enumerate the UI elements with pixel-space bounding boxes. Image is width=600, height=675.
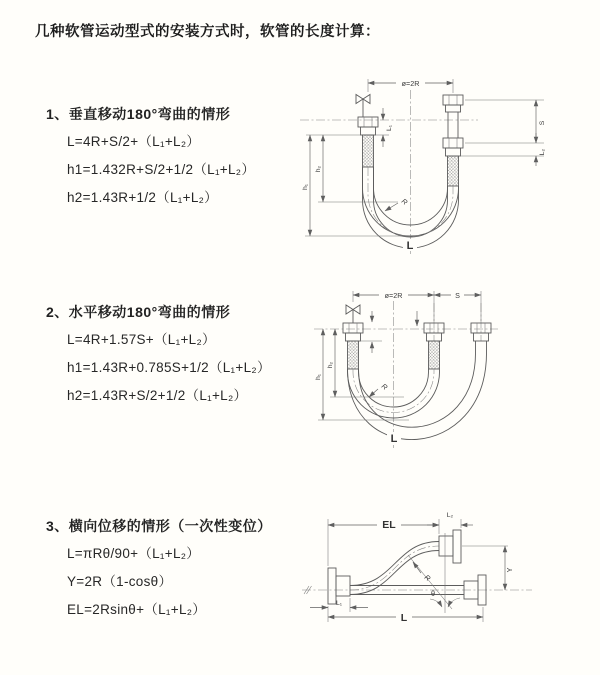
centerlines [302,546,532,594]
formula-line: h2=1.43R+1/2（L₁+L₂） [67,190,218,205]
radius-label: R [399,196,410,207]
diagram-horizontal-move-180 [312,283,566,455]
centerlines [314,301,498,448]
upper-flange [439,530,461,563]
formula-line: L=πRθ/90+（L₁+L₂） [67,546,201,561]
middle-leg-fitting [424,323,444,369]
right-leg-fitting [443,95,463,186]
section-2-heading: 2、水平移动180°弯曲的情形 [46,304,231,320]
dim-label-h1: h₁ [315,373,322,381]
dim-label-y: Y [505,567,514,573]
left-flange [328,568,350,604]
length-label: L [390,433,398,445]
dim-label-s: S [539,120,546,126]
formula-line: EL=2Rsinθ+（L₁+L₂） [67,602,207,617]
dimension-lines [315,290,481,445]
dim-label-l2: L₂ [539,148,546,156]
formula-line: h2=1.43R+S/2+1/2（L₁+L₂） [67,388,248,403]
section-1-heading: 1、垂直移动180°弯曲的情形 [46,106,231,122]
formula-line: L=4R+1.57S+（L₁+L₂） [67,332,216,347]
dim-label-h2: h₂ [327,361,334,369]
dim-label-l2: L₂ [446,512,454,519]
valve-symbol [346,305,360,323]
dim-label-span: ø=2R [384,290,403,300]
dimension-lines [302,78,546,252]
dim-label-h1: h₁ [302,183,309,191]
section-lateral-displacement [46,518,272,618]
valve-symbol [356,95,370,118]
length-label: L [406,240,414,252]
page-title: 几种软管运动型式的安装方式时，软管的长度计算： [35,24,380,40]
left-leg-fitting [343,323,363,369]
el-label: EL [382,519,396,531]
dim-label-span: ø=2R [401,78,420,88]
section-1-formulas [67,134,255,206]
left-leg-fitting [358,117,378,167]
angle-construction [408,533,460,613]
dimension-lines [310,512,514,624]
radius-label: R [379,381,390,392]
dim-label-h2: h₂ [315,165,322,173]
theta-label: θ [431,589,435,598]
radius-label: R [422,572,433,583]
dim-label-l1: L₁ [386,124,393,132]
dim-label-l1: L₁ [335,600,343,607]
diagram-lateral-displacement [300,505,590,650]
section-3-formulas [67,546,272,618]
section-3-heading: 3、横向位移的情形（一次性变位） [46,518,272,534]
formula-line: Y=2R（1-cosθ） [67,574,173,589]
diagram-vertical-move-180 [298,68,548,260]
hose-u-bends [348,353,487,440]
section-2-formulas [67,332,271,404]
dim-label-s: S [455,290,460,300]
length-label: L [400,612,408,624]
section-vertical-move [46,106,255,206]
section-horizontal-move [46,304,271,404]
formula-line: h1=1.432R+S/2+1/2（L₁+L₂） [67,162,256,177]
formula-line: L=4R+S/2+（L₁+L₂） [67,134,201,149]
formula-line: h1=1.43R+0.785S+1/2（L₁+L₂） [67,360,271,375]
